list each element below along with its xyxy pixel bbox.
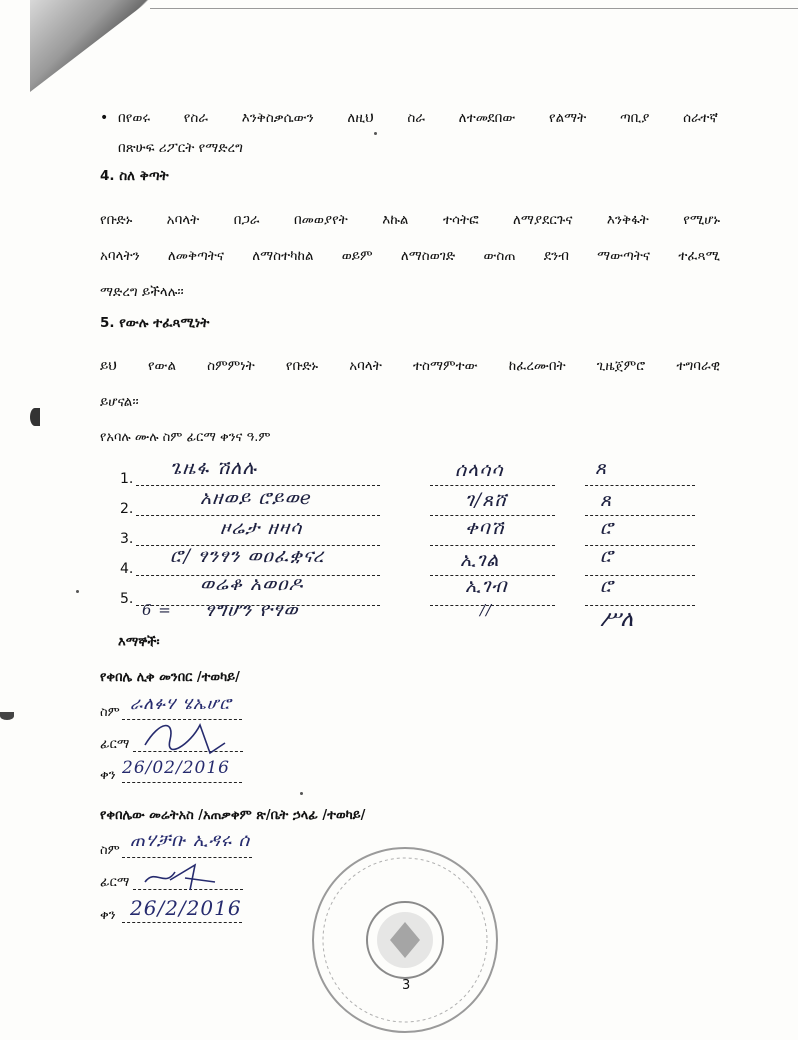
member-sign-handwritten: ሰላሳሳ — [455, 459, 504, 481]
section-4-line: አባላትን ለመቅጣትና ለማስተካከል ወይም ለማስወገድ ውስጠ ደንብ ማውጣትና ተፈጻሚ — [100, 248, 720, 264]
bullet-item — [100, 103, 718, 163]
member-name-handwritten: ዞሬታ ዘዛሳ — [220, 517, 303, 539]
section-5-paragraph — [100, 348, 720, 420]
member-name-handwritten: አዘወይ ሮይወe — [200, 487, 312, 509]
member-name-handwritten: ወሬቆ አወዐዶ — [200, 573, 304, 595]
scan-speck — [76, 590, 79, 593]
date-line — [585, 515, 695, 516]
name-line — [136, 515, 380, 516]
receiver-1-date-line — [122, 782, 242, 783]
section-5-heading: 5. የውሉ ተፈጻሚነት — [100, 315, 210, 331]
binder-hole — [0, 712, 14, 720]
member-date-handwritten: ሮ — [600, 545, 614, 567]
receiver-1-date-handwritten: 26/02/2016 — [122, 758, 230, 778]
member-sign-handwritten: // — [480, 601, 493, 619]
sign-line — [430, 485, 555, 486]
receiver-2-date-line — [122, 922, 242, 923]
receiver-2-date-handwritten: 26/2/2016 — [130, 896, 242, 920]
receiver-2-name-line — [122, 857, 252, 858]
member-date-handwritten: ሮ — [600, 517, 614, 539]
receiver-2-date-label: ቀን — [100, 908, 116, 923]
receiver-2-name-label: ስም — [100, 843, 120, 858]
official-seal-stamp-icon — [300, 840, 510, 1040]
member-name-handwritten: ጌዜፋ ሽለሉ — [170, 457, 257, 479]
scan-speck — [374, 132, 377, 135]
member-number: 2. — [120, 501, 134, 517]
member-date-handwritten: ጸ — [600, 489, 613, 511]
member-name-handwritten: ሮ/ ፃንፃን ወዐፈቋናረ — [170, 545, 325, 567]
bullet-line-2: በጽሁፍ ሪፖርት የማድረግ — [118, 140, 243, 156]
member-number: 1. — [120, 471, 134, 487]
witnesses-label: እማኞች፡ — [118, 635, 160, 650]
sign-line — [430, 545, 555, 546]
receiver-1-signature-icon — [140, 715, 230, 755]
member-number: 3. — [120, 531, 134, 547]
sign-line — [430, 515, 555, 516]
scan-speck — [300, 792, 303, 795]
section-4-line: የቡድኑ አባላት በጋራ በመወያየት እኩል ተሳትፎ ለማያደርጉና እንቅፋት የሚሆኑ — [100, 212, 720, 228]
member-date-handwritten: ሥለ — [600, 607, 635, 632]
member-name-handwritten: ፃግሆን ዮፃወ — [205, 599, 299, 621]
bullet-line-1: በየወሩ የስራ እንቅስቃሴውን ለዚህ ስራ ለተመደበው የልማት ጣቢያ ሰራተኛ — [118, 110, 718, 126]
member-row — [120, 487, 720, 525]
member-sign-handwritten: ገ/ጸሸ — [465, 489, 508, 511]
page-fold-corner — [30, 0, 150, 92]
member-number: 5. — [120, 591, 134, 607]
binder-hole — [30, 408, 40, 426]
date-line — [585, 485, 695, 486]
receiver-2-name-handwritten: ጠሃቻቡ ኢዳሩ ሰ — [130, 830, 251, 851]
receiver-2-signature-icon — [140, 860, 220, 894]
member-sign-handwritten: ኢገብ — [465, 575, 508, 597]
receiver-1-name-handwritten: ራለፉሃ ሄኤሆሮ — [130, 694, 232, 714]
member-row — [120, 599, 720, 635]
receiver-1-sign-label: ፊርማ — [100, 737, 130, 752]
bullet-dot-icon: • — [100, 110, 109, 126]
section-4-paragraph — [100, 202, 720, 310]
receiver-1-title: የቀበሌ ሊቀ መንበር /ተወካይ/ — [100, 670, 240, 685]
member-number: 4. — [120, 561, 134, 577]
section-5-line: ይሆናል፡፡ — [100, 394, 139, 410]
scan-top-edge — [150, 8, 798, 9]
receiver-2-title: የቀበሌው መሬትአስ /አጠቃቀም ጽ/ቤት ኃላፊ /ተወካይ/ — [100, 808, 366, 823]
section-4-line: ማድረግ ይችላሉ፡፡ — [100, 284, 184, 300]
member-date-handwritten: ጸ — [595, 457, 608, 479]
section-4-heading: 4. ስለ ቅጣት — [100, 168, 169, 184]
receiver-1-name-label: ስም — [100, 705, 120, 720]
page-number: 3 — [402, 978, 411, 993]
receiver-2-sign-label: ፊርማ — [100, 875, 130, 890]
member-number-handwritten: 6 = — [142, 601, 172, 619]
name-line — [136, 485, 380, 486]
member-sign-handwritten: ቀባሽ — [465, 517, 505, 539]
member-date-handwritten: ሮ — [600, 575, 614, 597]
receiver-1-date-label: ቀን — [100, 768, 116, 783]
section-5-line: ይህ የውል ስምምነት የቡድኑ አባላት ተስማምተው ከፈረሙበት ጊዜጀምሮ ተግባራዊ — [100, 358, 720, 374]
members-header: የአባሉ ሙሉ ስም ፊርማ ቀንና ዓ.ም — [100, 430, 271, 445]
member-sign-handwritten: ኢገል — [460, 549, 500, 571]
